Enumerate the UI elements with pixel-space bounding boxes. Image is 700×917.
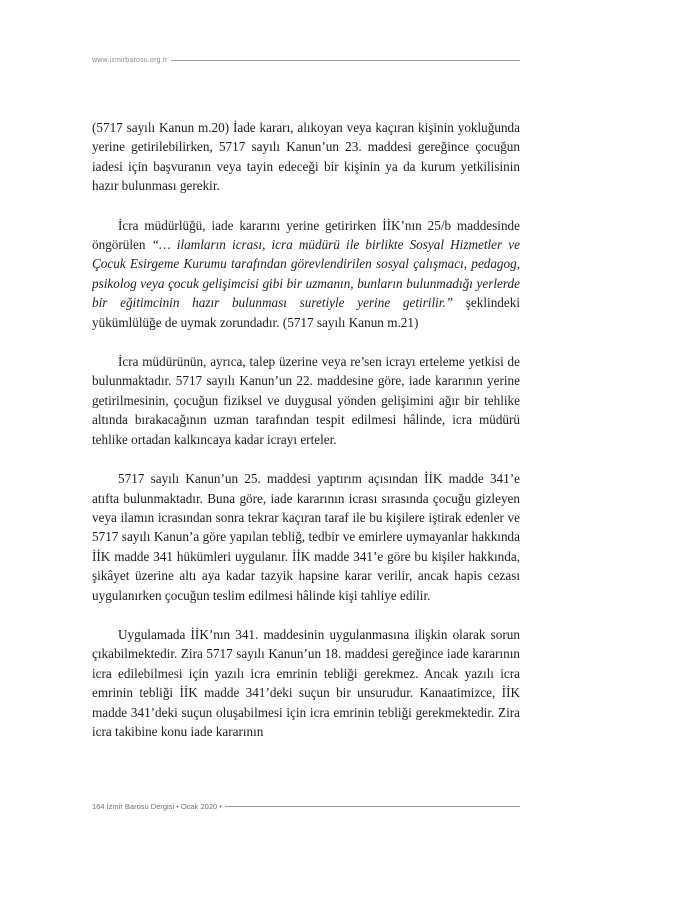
paragraph-2-quote: “… ilamların icrası, icra müdürü ile birlikte Sosyal Hizmetler ve Çocuk Esirgeme Kurumu tarafından görevlendirilen sosyal çalışmacı, pedagog, psikolog veya çocuk gelişimcisi gibi bir uzmanın, bunların bulunmadığı yerlerde bir eğitimcinin hazır bulunması suretiyle yerine getirilir.”	[92, 237, 520, 311]
paragraph-3: İcra müdürünün, ayrıca, talep üzerine veya re’sen icrayı erteleme yetkisi de bulunmaktadır. 5717 sayılı Kanun’un 22. maddesine göre, iade kararının yerine getirilmesinin, çocuğun fiziksel ve duygusal yönden gelişimini ağır bir tehlike altında bırakacağının uzman tarafından tespit edilmesi hâlinde, icra müdürü tehlike ortadan kalkıncaya kadar icrayı erteler.	[92, 354, 520, 447]
paragraph-5: Uygulamada İİK’nın 341. maddesinin uygulanmasına ilişkin olarak sorun çıkabilmektedir. Zira 5717 sayılı Kanun’un 18. maddesi gereğince iade kararının icra edilebilmesi için yazılı icra emrinin tebliği gerekmez. Ancak yazılı icra emrinin tebliği İİK madde 341’deki suçun bir unsurudur. Kanaatimizce, İİK madde 341’deki suçun oluşabilmesi için icra emrinin tebliği gerekmektedir. Zira icra takibine konu iade kararının	[92, 626, 520, 739]
footer-rule	[225, 806, 520, 807]
paragraph-2-pre: İcra müdürlüğü, iade kararını yerine getirirken İİK’nın 25/b maddesinde öngörülen	[92, 217, 520, 253]
page-footer	[92, 800, 520, 812]
header-rule	[171, 60, 520, 61]
paragraph-4: 5717 sayılı Kanun’un 25. maddesi yaptırım açısından İİK madde 341’e atıfta bulunmaktadır. Buna göre, iade kararının icrası sırasında çocuğu gizleyen veya ilamın icrasından sonra tekrar kaçıran taraf ile bu kişilere iştirak edenler ve 5717 sayılı Kanun’a göre yapılan tebliğ, tedbir ve emirlere uymayanlar hakkında İİK madde 341 hükümleri uygulanır. İİK madde 341’e göre bu kişiler hakkında, şikâyet üzerine altı aya kadar tazyik hapsine karar verilir, ancak hapis cezası uygulanırken çocuğun teslim edilmesi hâlinde kişi tahliye edilir.	[92, 471, 520, 603]
page-header	[92, 54, 520, 66]
paragraph-1: (5717 sayılı Kanun m.20) İade kararı, alıkoyan veya kaçıran kişinin yokluğunda yerine getirilebilirken, 5717 sayılı Kanun’un 23. maddesi gereğince çocuğun iadesi için başvuranın veya tayin edeceği bir kişinin ya da kurum yetkilisinin hazır bulunması gerekir.	[92, 120, 520, 194]
footer-text: 164 İzmir Barosu Dergisi • Ocak 2020 •	[92, 801, 222, 811]
header-url: www.izmirbarosu.org.tr	[92, 56, 168, 64]
paragraph-2	[92, 216, 520, 332]
body-text	[92, 118, 520, 790]
paragraph-2-post: şeklindeki yükümlülüğe de uymak zorundadır. (5717 sayılı Kanun m.21)	[92, 295, 520, 330]
